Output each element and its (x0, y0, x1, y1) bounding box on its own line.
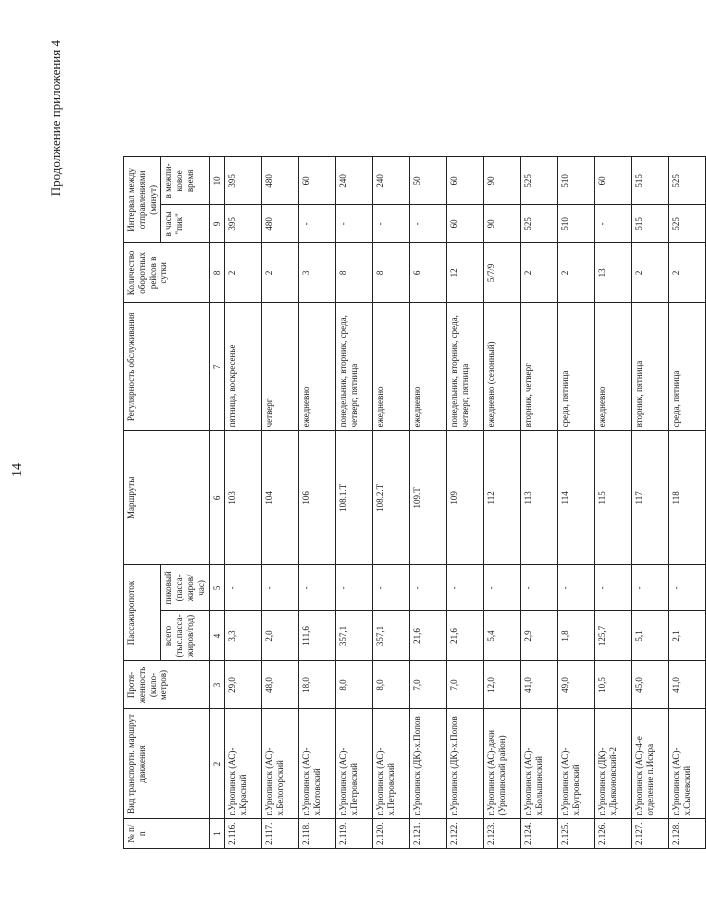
cell-interval-peak: 90 (484, 205, 521, 243)
col-number: 7 (209, 303, 225, 431)
header-flow-total: всего (тыс.пасса-жиров/год) (161, 611, 209, 661)
table-body (225, 157, 706, 849)
cell-interval-peak: - (373, 205, 410, 243)
table-row (484, 157, 521, 849)
cell-no: 2.124. (521, 819, 558, 849)
cell-interval-peak: 525 (521, 205, 558, 243)
header-routes: Маршруты (124, 431, 210, 565)
cell-flow-peak: - (225, 565, 262, 611)
cell-interval-peak: - (595, 205, 632, 243)
cell-regularity: четверг (262, 303, 299, 431)
cell-flow-total: 3,3 (225, 611, 262, 661)
cell-interval-peak: 525 (669, 205, 706, 243)
cell-route: г.Урюпинск (АС)-х.Котовский (299, 709, 336, 819)
header-row-1 (124, 157, 161, 849)
cell-length: 45,0 (632, 661, 669, 709)
header-interval-group: Интервал между отправлениями (минут) (124, 157, 161, 243)
cell-route: г.Урюпинск (АС)-х.Петровский (373, 709, 410, 819)
col-number: 5 (209, 565, 225, 611)
cell-flow-peak: - (558, 565, 595, 611)
cell-length: 8,0 (373, 661, 410, 709)
table-row (299, 157, 336, 849)
cell-length: 41,0 (521, 661, 558, 709)
cell-regularity: ежедневно (сезонный) (484, 303, 521, 431)
cell-route-number: 113 (521, 431, 558, 565)
cell-no: 2.117. (262, 819, 299, 849)
cell-regularity: ежедневно (595, 303, 632, 431)
cell-flow-total: 2,0 (262, 611, 299, 661)
header-flow-peak: пиковый (пасса-жиров/час) (161, 565, 209, 611)
cell-flow-peak: - (262, 565, 299, 611)
col-number: 6 (209, 431, 225, 565)
cell-flow-peak: - (595, 565, 632, 611)
cell-route-number: 112 (484, 431, 521, 565)
cell-no: 2.122. (447, 819, 484, 849)
routes-table (123, 156, 706, 849)
cell-interval-peak: 60 (447, 205, 484, 243)
col-number: 10 (209, 157, 225, 205)
cell-interval-peak: - (410, 205, 447, 243)
cell-length: 7,0 (410, 661, 447, 709)
header-interval-off: в межпи-ковое время (161, 157, 209, 205)
cell-length: 49,0 (558, 661, 595, 709)
cell-route: г.Урюпинск (ДК)-х.Дьяконовский-2 (595, 709, 632, 819)
cell-no: 2.118. (299, 819, 336, 849)
cell-route: г.Урюпинск (АС)-дачи (Урюпинский район) (484, 709, 521, 819)
cell-trips: 12 (447, 243, 484, 303)
cell-regularity: среда, пятница (669, 303, 706, 431)
cell-interval-off: 480 (262, 157, 299, 205)
col-number: 2 (209, 709, 225, 819)
cell-trips: 8 (336, 243, 373, 303)
cell-interval-off: 510 (558, 157, 595, 205)
cell-trips: 3 (299, 243, 336, 303)
cell-regularity: понедельник, вторник, среда, четверг, пятница (447, 303, 484, 431)
cell-no: 2.128. (669, 819, 706, 849)
cell-no: 2.127. (632, 819, 669, 849)
cell-trips: 2 (669, 243, 706, 303)
cell-flow-total: 2,9 (521, 611, 558, 661)
cell-length: 41,0 (669, 661, 706, 709)
cell-length: 18,0 (299, 661, 336, 709)
header-flow-group: Пассажиропоток (124, 565, 161, 661)
cell-length: 12,0 (484, 661, 521, 709)
cell-trips: 2 (262, 243, 299, 303)
cell-route: г.Урюпинск (ДК)-х.Попов (447, 709, 484, 819)
cell-interval-off: 60 (299, 157, 336, 205)
cell-route-number: 104 (262, 431, 299, 565)
cell-route: г.Урюпинск (АС)-х.Петровский (336, 709, 373, 819)
cell-flow-peak: - (447, 565, 484, 611)
cell-trips: 8 (373, 243, 410, 303)
column-number-row (209, 157, 225, 849)
cell-trips: 2 (225, 243, 262, 303)
cell-interval-peak: 480 (262, 205, 299, 243)
cell-regularity: среда, пятница (558, 303, 595, 431)
cell-trips: 2 (558, 243, 595, 303)
table-row (225, 157, 262, 849)
cell-interval-off: 395 (225, 157, 262, 205)
table-row (262, 157, 299, 849)
table-row (632, 157, 669, 849)
cell-route: г.Урюпинск (АС)-х.Сычевский (669, 709, 706, 819)
cell-route: г.Урюпинск (АС)-х.Бугровский (558, 709, 595, 819)
cell-route: г.Урюпинск (АС)-х.Красный (225, 709, 262, 819)
cell-no: 2.126. (595, 819, 632, 849)
cell-regularity: ежедневно (299, 303, 336, 431)
cell-interval-off: 60 (447, 157, 484, 205)
table-row (558, 157, 595, 849)
cell-trips: 5/7/9 (484, 243, 521, 303)
cell-interval-peak: 515 (632, 205, 669, 243)
cell-route-number: 109 (447, 431, 484, 565)
cell-interval-off: 515 (632, 157, 669, 205)
cell-length: 48,0 (262, 661, 299, 709)
cell-length: 8,0 (336, 661, 373, 709)
col-number: 4 (209, 611, 225, 661)
cell-no: 2.121. (410, 819, 447, 849)
col-number: 1 (209, 819, 225, 849)
cell-flow-peak: - (669, 565, 706, 611)
cell-route: г.Урюпинск (ДК)-х.Попов (410, 709, 447, 819)
header-route: Вид транспортн. маршрут движения (124, 709, 210, 819)
cell-interval-off: 240 (336, 157, 373, 205)
table-row (521, 157, 558, 849)
cell-route: г.Урюпинск (АС)-4-е отделение п.Искра (632, 709, 669, 819)
cell-interval-peak: 395 (225, 205, 262, 243)
header-length: Протя-женность (кило-метров) (124, 661, 210, 709)
cell-route: г.Урюпинск (АС)-х.Белогорский (262, 709, 299, 819)
table-row (410, 157, 447, 849)
cell-regularity: вторник, пятница (632, 303, 669, 431)
cell-route: г.Урюпинск (АС)-х.Большинский (521, 709, 558, 819)
cell-route-number: 106 (299, 431, 336, 565)
table-row (595, 157, 632, 849)
cell-route-number: 103 (225, 431, 262, 565)
cell-interval-off: 90 (484, 157, 521, 205)
cell-flow-peak: - (373, 565, 410, 611)
cell-regularity: ежедневно (410, 303, 447, 431)
cell-flow-total: 2,1 (669, 611, 706, 661)
cell-interval-off: 60 (595, 157, 632, 205)
cell-flow-total: 125,7 (595, 611, 632, 661)
continuation-title: Продолжение приложения 4 (48, 40, 63, 197)
cell-flow-peak: - (632, 565, 669, 611)
header-regularity: Регулярность обслуживания (124, 303, 210, 431)
cell-flow-total: 5,4 (484, 611, 521, 661)
cell-interval-off: 525 (521, 157, 558, 205)
cell-route-number: 109.Т (410, 431, 447, 565)
table-row (447, 157, 484, 849)
cell-route-number: 114 (558, 431, 595, 565)
cell-flow-total: 111,6 (299, 611, 336, 661)
cell-regularity: понедельник, вторник, среда, четверг, пятница (336, 303, 373, 431)
cell-flow-peak: - (336, 565, 373, 611)
cell-regularity: вторник, четверг (521, 303, 558, 431)
table-row (373, 157, 410, 849)
cell-route-number: 115 (595, 431, 632, 565)
cell-interval-peak: - (336, 205, 373, 243)
col-number: 8 (209, 243, 225, 303)
header-no: № п/п (124, 819, 210, 849)
cell-length: 10,5 (595, 661, 632, 709)
cell-regularity: ежедневно (373, 303, 410, 431)
cell-flow-peak: - (521, 565, 558, 611)
cell-route-number: 117 (632, 431, 669, 565)
cell-flow-peak: - (299, 565, 336, 611)
cell-interval-off: 240 (373, 157, 410, 205)
cell-flow-total: 357,1 (336, 611, 373, 661)
table-row (669, 157, 706, 849)
cell-flow-total: 21,6 (447, 611, 484, 661)
header-trips: Количество оборотных рейсов в сутки (124, 243, 210, 303)
cell-route-number: 108.1.Т (336, 431, 373, 565)
cell-interval-peak: 510 (558, 205, 595, 243)
col-number: 9 (209, 205, 225, 243)
cell-flow-peak: - (484, 565, 521, 611)
cell-route-number: 118 (669, 431, 706, 565)
cell-interval-peak: - (299, 205, 336, 243)
cell-no: 2.123. (484, 819, 521, 849)
cell-flow-total: 357,1 (373, 611, 410, 661)
cell-length: 29,0 (225, 661, 262, 709)
cell-interval-off: 50 (410, 157, 447, 205)
cell-trips: 2 (632, 243, 669, 303)
col-number: 3 (209, 661, 225, 709)
cell-length: 7,0 (447, 661, 484, 709)
cell-regularity: пятница, воскресенье (225, 303, 262, 431)
cell-route-number: 108.2.Т (373, 431, 410, 565)
cell-no: 2.119. (336, 819, 373, 849)
cell-flow-peak: - (410, 565, 447, 611)
header-interval-peak: в часы "пик" (161, 205, 209, 243)
cell-flow-total: 5,1 (632, 611, 669, 661)
cell-no: 2.125. (558, 819, 595, 849)
cell-trips: 6 (410, 243, 447, 303)
cell-no: 2.116. (225, 819, 262, 849)
table-row (336, 157, 373, 849)
cell-interval-off: 525 (669, 157, 706, 205)
cell-no: 2.120. (373, 819, 410, 849)
cell-trips: 13 (595, 243, 632, 303)
cell-flow-total: 1,8 (558, 611, 595, 661)
page-number: 14 (10, 463, 25, 477)
cell-flow-total: 21,6 (410, 611, 447, 661)
cell-trips: 2 (521, 243, 558, 303)
